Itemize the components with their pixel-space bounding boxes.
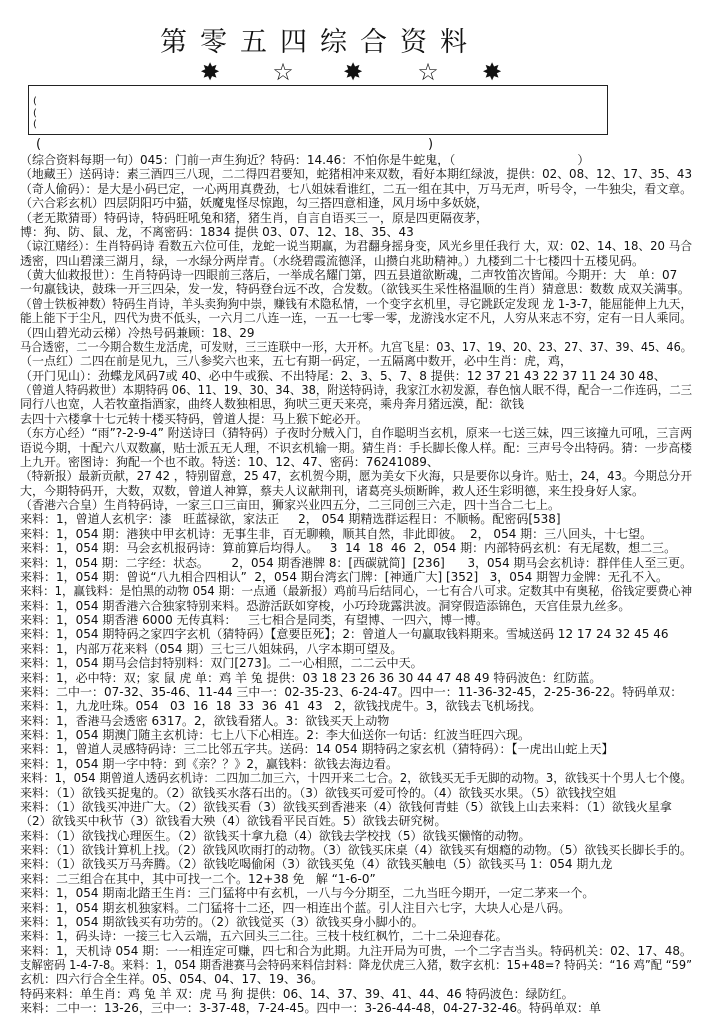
- page-title: 第零五四综合资料: [160, 27, 480, 58]
- text-line: [20, 297, 696, 311]
- text-line-content: 来料：1，054 期一字中特：到《亲？？》2，赢钱料：欲钱去海边看。: [20, 756, 398, 771]
- text-line: [20, 829, 696, 843]
- text-line: [20, 642, 696, 656]
- box-mark: (: [33, 119, 37, 130]
- text-line-content: 来料：1，赢钱料：是怕黑的动物 054 期：一点通（最新报）鸡前马后结同心，一七有合八可求。定数其中有奥秘，俗钱定要费心神: [20, 584, 693, 599]
- box-mark: (: [33, 108, 37, 119]
- burst-star-icon: [339, 58, 367, 86]
- text-line-content: 来料：1，曾道人玄机字：漆 旺蓝禄欲，家法正 2， 054 期精选群运程日：不顺畅。配密码[538]: [20, 512, 561, 527]
- text-line: [20, 728, 696, 742]
- text-line-content: （开门见山）：劲蝶龙风码7或 40、必中牛或猴、不出特尾：2、3、5、7、8 提供：12 37 21 43 22 37 11 24 30 48、: [20, 368, 666, 383]
- text-line: [20, 369, 696, 383]
- text-line-content: （老无欺猜哥）特码诗，特码旺吼兔和猪，猪生肖，自言自语买三一，原是四更隔夜茅，: [20, 210, 489, 225]
- text-line: [20, 469, 696, 483]
- outline-star-icon: [269, 58, 297, 86]
- text-line: [20, 699, 696, 713]
- text-line: [20, 757, 696, 771]
- text-line: [20, 340, 696, 354]
- text-line-content: 来料：1，内部万花来料（054 期）三七三八姐妹码，八字本期可望及。: [20, 641, 403, 656]
- text-line: [20, 742, 696, 756]
- text-line: [20, 627, 696, 641]
- text-line-content: 同行八也宽，人若牧童指酒家，曲终人数独相思，狗吠三更天来亮，乘舟奔月猪远漠，配：欲钱: [20, 397, 525, 412]
- text-line: [20, 556, 696, 570]
- text-line: [20, 484, 696, 498]
- burst-star-icon: [196, 58, 224, 86]
- text-line: [20, 167, 696, 181]
- text-line: [20, 426, 696, 440]
- text-line: [20, 541, 696, 555]
- text-line: [20, 326, 696, 340]
- text-line-content: 来料：1，天机诗 054 期：一一相连定可赚，四七和合为此期。九注开局为可贵，一个二字吉当头。特码机关：02、17、48。: [20, 943, 692, 958]
- text-line-content: 玄机：四六行合全生祥。05、054、04、17、19、36。: [20, 972, 324, 987]
- text-line-content: 来料：1，054 期：港狭中甲玄机诗：无事生非，百无聊赖，顺其自然，非此即彼。 2， 054 期：三八回头，十七望。: [20, 526, 653, 541]
- text-line-content: 语说今期，十配六八双数赢，贴士派五无人理，不识玄机输一期。猜生肖：手长脚长像人样。配：三声号令出特码。猜：一步高楼: [20, 440, 692, 455]
- text-line: [20, 786, 696, 800]
- text-line-content: 来料：1，054 期香港六合独家特别来料。恐游活跃如穿梭，小巧玲珑露洪波。洞穿假造添锦色，天宫佳景九丝多。: [20, 598, 631, 613]
- text-line-content: 来料：（1）欲钱计算机上找。（2）欲钱风吹雨打的动物。（3）欲钱买床桌（4）欲钱买有烟瘾的动物。（5）欲钱买长脚长手的。: [20, 843, 693, 857]
- text-line-content: （香港六合皇）生肖特码诗，一家三口三亩田，狮家兴业四五分，二三同创三六走，四十当合二七上。: [20, 498, 561, 512]
- text-line-content: （地藏王）送码诗：素三酒四三八现，二二得四君要知，蛇猪相冲来双数，看好本期红绿波，提供：02、08、12、17、35、43: [20, 167, 693, 182]
- text-line: [20, 1001, 696, 1015]
- text-line-content: 来料：1，054 期：二字经：状态。 2，054 期香港牌 8：[西碳就简] [236] 3，054 期马会玄机诗：群伴佳人至三更。: [20, 555, 692, 570]
- text-line: [20, 196, 696, 210]
- text-line: [20, 383, 696, 397]
- outline-star-icon: [414, 58, 442, 86]
- text-line: [20, 512, 696, 526]
- text-line: [20, 685, 696, 699]
- text-line: [20, 771, 696, 785]
- box-mark: (: [33, 96, 37, 107]
- text-line-content: 来料：1，054 期玄机独家料。二门猛将十二还，四一相连出个蓝。引人注目六七字，大块人心是八码。: [20, 900, 571, 915]
- text-line: [20, 412, 696, 426]
- text-line: [20, 498, 696, 512]
- text-line: [20, 987, 696, 1001]
- burst-star-icon: [478, 58, 506, 86]
- header-box: [28, 85, 608, 135]
- text-line-content: 上九开。密图诗：狗配一个也不敢。特送：10、12、47、密码：76241089、: [20, 454, 439, 469]
- text-line-content: 来料：1，054 期马会信封特别料：双门[273]。二一心相照，二二云中天。: [20, 656, 423, 671]
- text-line: [20, 570, 696, 584]
- text-line-content: （2）欲钱买中秋节（3）欲钱看大殃（4）欲钱看平民百姓。5）欲钱去研究树。: [20, 814, 447, 829]
- text-line: [20, 944, 696, 958]
- text-line: [20, 915, 696, 929]
- text-line: [20, 886, 696, 900]
- text-line: [20, 455, 696, 469]
- text-line-content: （曾士铁板神数）特码生肖诗，羊头卖狗狗中崇，赚钱有术隐私情，一个变字玄机里，寻它跳跃定发现 龙 1-3-7，能屈能伸上九天，: [20, 296, 693, 311]
- text-line: [20, 929, 696, 943]
- text-line: [20, 901, 696, 915]
- text-line-content: 来料：1，054 期欲钱买有功劳的。（2）欲钱觉买（3）欲钱买身小脚小的。: [20, 914, 424, 929]
- text-line-content: 来料：二中一：07-32、35-46、11-44 三中一：02-35-23、6-24-47。四中一：11-36-32-45，2-25-36-22。特码单双：: [20, 684, 683, 699]
- text-line-content: 特码来料：单生肖：鸡 兔 羊 双：虎 马 狗 提供：06、14、37、39、41、44、46 特码波色：绿防红。: [20, 986, 574, 1001]
- text-line-content: 透密，四山碧漾三湖月，绿，一水绿分两岸青。（水绕碧霞流德泽，山攒白兆助精神。）九楼到二十七楼四十五楼见码。: [20, 253, 645, 268]
- text-line: [20, 441, 696, 455]
- text-line: [20, 814, 696, 828]
- text-line-content: （曾道人特码救世）本期特码 06、11、19、30、34、38，附送特码诗，我家江水初发源，春色恼人眠不得，配合一二作连码，二三: [20, 383, 692, 397]
- text-line-content: （综合资料每期一句）045：门前一声生狗近？特码：14.46：不怕你是牛蛇鬼，（ ）: [20, 153, 590, 167]
- text-line: [20, 671, 696, 685]
- text-line-content: 来料：1，054 期：曾说“八九相合四相认” 2，054 期台湾玄门牌：[神通广大] [352] 3，054 期智力金牌：无孔不入。: [20, 569, 669, 584]
- text-line: [20, 872, 696, 886]
- text-line-content: 来料：1，九龙吐珠。054 03 16 18 33 36 41 43 2，欲钱找虎牛。3，欲钱去飞机场找。: [20, 699, 542, 714]
- text-line-content: 来料：1，曾道人灵感特码诗：三二比邻五字共。送码：14 054 期特码之家玄机（猜特码）：【一虎出山蛇上天】: [20, 742, 614, 757]
- text-line-content: 来料：1，香港马会透密 6317。2，欲钱看猪人。3：欲钱买天上动物: [20, 713, 390, 728]
- text-line-content: 来料：1，054 期南北踏王生肖：三门猛将中有玄机，一八与今分期至，二九当旺今期开，一定二茅来一个。: [20, 886, 595, 901]
- text-line: [20, 354, 696, 368]
- text-line-content: 来料：1，054 期：马会玄机报码诗：算前算后均得人。 3 14 18 46 2，054 期：内部特码玄机：有无尾数，想二三。: [20, 541, 677, 556]
- text-line: [20, 239, 696, 253]
- text-line-content: 来料：1，054 期澳门随主玄机诗：七上八下心相连。2：李大仙送你一句话：红波当旺四六现。: [20, 728, 530, 742]
- text-line: [20, 153, 696, 167]
- star-divider: [0, 58, 712, 88]
- text-line: [20, 843, 696, 857]
- text-line: [20, 972, 696, 986]
- text-line-content: （黄大仙救报世）：生肖特码诗一四眼前三落后，一举成名耀门第，四五县道欲断魂，二声牧笛次皆闻。今期开：大 单：07: [20, 268, 678, 282]
- text-line-content: 去四十六楼拿十七元转十楼买特码，曾道人提：马上猴下蛇必开。: [20, 411, 369, 426]
- text-line-content: 来料：二中一：13-26，三中一：3-37-48，7-24-45。四中一：3-26-44-48，04-27-32-46。特码单双：单: [20, 1001, 602, 1016]
- text-line: [20, 613, 696, 627]
- text-line-content: 来料：1，054 期香港 6000 无传真料： 三七相合是同类，有望博、一四六，博一博。: [20, 613, 488, 627]
- text-line-content: 能上能下于尘凡，四代为贵不低头，一六月二八连一连，一五一七零一零，龙游浅水定不凡，人穷从来志不穷，定有一日人乘同。: [20, 311, 692, 326]
- text-line-content: 博：狗、防、鼠、龙，不离密码：1834 提供 03、07、12、18、35、43: [20, 224, 414, 239]
- text-line: [20, 182, 696, 196]
- text-line-content: 一句羸钱诀，鼓珠一开三四朵，发一发，特码登台远不改，合发数。（欲钱买生采性格温顺的生肖）猜意思：数数 成双关满事。: [20, 282, 690, 297]
- text-line-content: （奇人偷码）：是大是小码已定，一心两用真费劲，七八姐妹看谁红，二五一组在其中，万马无声，听号令，一牛独尖，看文章。: [20, 181, 692, 196]
- text-line-content: 来料：（1）欲钱找心理医生。（2）欲钱买十拿九稳（4）欲钱去学校找（5）欲钱买懒惰的动物。: [20, 828, 531, 843]
- document-body: [20, 153, 696, 1019]
- text-line: [20, 527, 696, 541]
- text-line: [20, 268, 696, 282]
- text-line-content: 支解密码 1-4-7-8。来料：1，054 期香港赛马会特码来料信封料：降龙伏虎三入猪，数字玄机：15+48=? 特码关：“16 鸡”配 “59”: [20, 958, 692, 972]
- text-line-content: 马合透密，二一今期合数生龙活虎，可发财，三三连联中一形，大开杯。九宫飞星：03、17、19、20、23、27、37、39、45、46。: [20, 339, 692, 354]
- text-line: [20, 254, 696, 268]
- text-line-content: 来料：二三组合在其中，其中可找一二个。12+38 免 解 “1-6-0”: [20, 871, 376, 886]
- text-line: [20, 211, 696, 225]
- text-line: [20, 599, 696, 613]
- text-line-content: 来料：1，054 期曾道人透码玄机诗：二四加二加三六，十四开来二七合。2，欲钱买无手无脚的动物。3，欲钱买十个男人七个傻。: [20, 771, 692, 786]
- text-line: [20, 311, 696, 325]
- text-line-content: 来料：1，054 期特码之家四字玄机（猜特码）【意要臣死】；2：曾道人一句赢取钱料期来。雪城送码 12 17 24 32 45 46: [20, 627, 669, 642]
- text-line-content: （六合彩玄机）四层阴阳巧中猫，妖魔鬼怪尽惊跑，勾三搭四意相逢，风月场中多妖娆，: [20, 196, 489, 211]
- text-line-content: 来料：（1）欲钱买万马奔腾。（2）欲钱吃喝偷闲（3）欲钱买兔（4）欲钱买触电（5）欲钱买马 1：054 期九龙: [20, 857, 613, 872]
- text-line-content: （特新报）最新贡献，27 42 ，特别留意，25 47，玄机贺今期，愿为美女下火海，只是要你以身许。贴士，24，43。今期总分开: [20, 469, 693, 484]
- text-line: [20, 584, 696, 598]
- text-line-content: 来料：（1）欲钱买冲进广大。（2）欲钱买看（3）欲钱买到香港来（4）欲钱何青蛙（5）欲钱上山去来料：（1）欲钱火星拿: [20, 799, 672, 814]
- text-line: [20, 714, 696, 728]
- text-line-content: （四山碧光动云梯）冷热号码兼顾：18、29: [20, 325, 255, 340]
- text-line: [20, 225, 696, 239]
- text-line-content: 大，今期特码开，大数，双数，曾道人神算，蔡夫人议献荆刊，诸葛亮头烦断眸，救人还生彩明德，来生投身好人家。: [20, 483, 645, 498]
- text-line: [20, 282, 696, 296]
- text-line: [20, 656, 696, 670]
- text-line: [20, 800, 696, 814]
- bracket-open: (: [36, 137, 42, 152]
- text-line-content: （东方心经）“雨”?-2-9-4” 附送诗曰（猜特码）子夜时分贼入门，自作聪明当玄机，原来一七送三妹，四三该撞九可吼，三言两: [20, 426, 692, 441]
- text-line-content: 来料：（1）欲钱买捉鬼的。（2）欲钱买水落石出的。（3）欲钱买可爱可怜的。（4）欲钱买水果。（5）欲钱找空姐: [20, 785, 617, 800]
- text-line: [20, 397, 696, 411]
- text-line-content: 来料：1，必中特：双；家 鼠 虎 单：鸡 羊 兔 提供：03 18 23 26 36 30 44 47 48 49 特码波色：红防蓝。: [20, 670, 602, 685]
- bracket-close: ): [428, 137, 434, 152]
- text-line-content: 来料：1，码头诗：一接三七入云端，五六回头三二往。三枝十枝红枫竹，二十二朵迎春花。: [20, 929, 508, 944]
- text-line-content: （谅江赌经）：生肖特码诗 看数五六位可佳，龙蛇一说当期赢，为君翻身摇身变，风光乡里任我行 大，双：02、14、18、20 马合: [20, 239, 693, 254]
- text-line: [20, 958, 696, 972]
- text-line-content: （一点红）二四在前是见九，三八参奖六也来，五七有期一码定，一五隔离中数开，必中生肖：虎，鸡，: [20, 354, 573, 369]
- text-line: [20, 857, 696, 871]
